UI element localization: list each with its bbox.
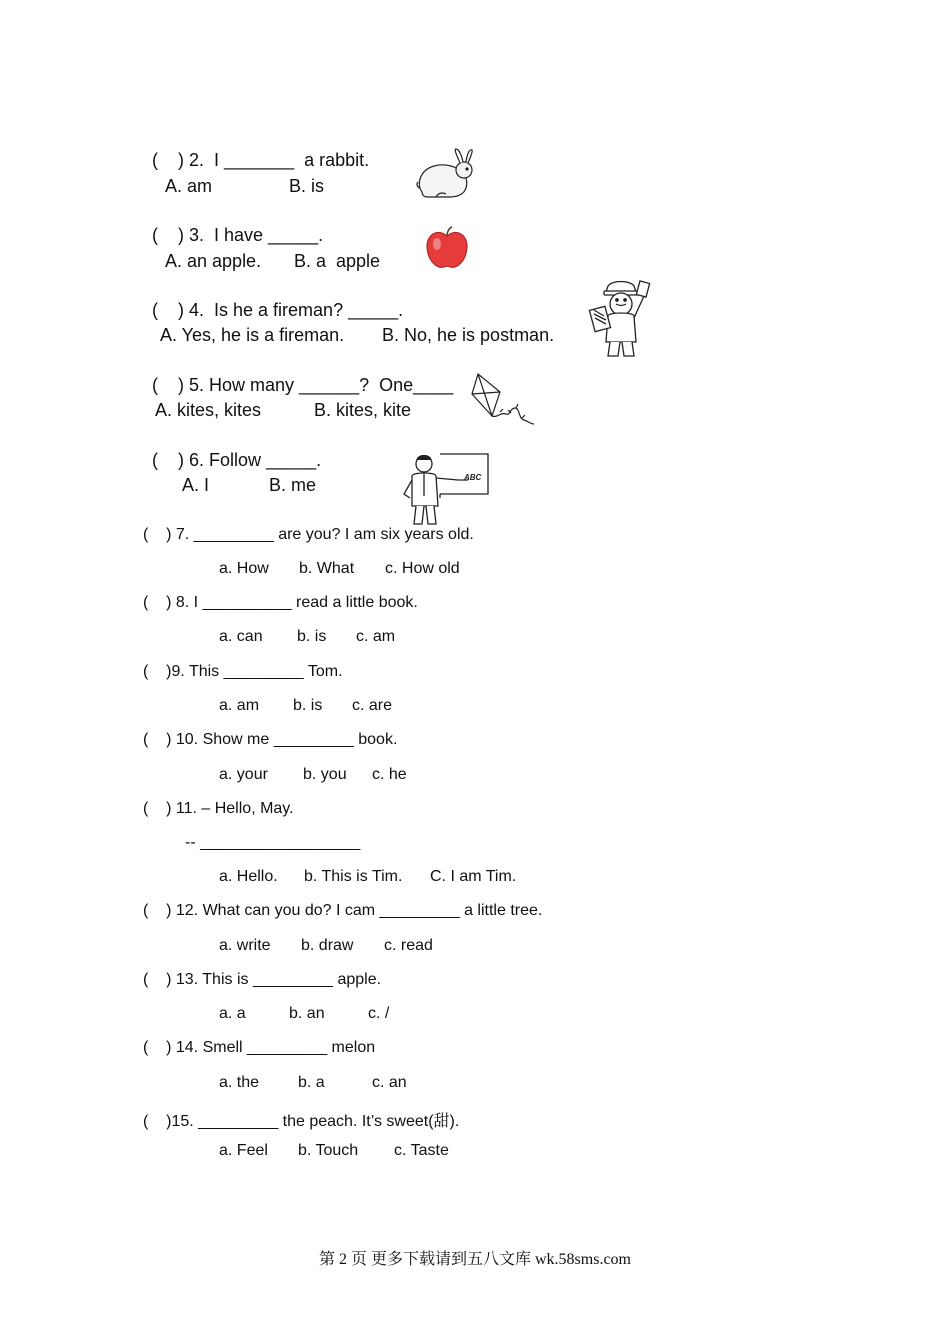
question-15-option-c: c. Taste: [394, 1142, 449, 1159]
question-7-stem: ( ) 7. _________ are you? I am six years old.: [143, 526, 474, 543]
question-11-option-a: a. Hello.: [219, 868, 278, 885]
question-6-option-b: B. me: [269, 475, 317, 495]
teacher-icon: [398, 450, 490, 526]
question-13-option-b: b. an: [289, 1005, 325, 1022]
question-4-option-b: B. No, he is postman.: [382, 325, 555, 345]
question-10-option-b: b. you: [303, 766, 347, 783]
question-6-option-a: A. I: [182, 475, 210, 495]
question-11-option-c: C. I am Tim.: [430, 868, 517, 885]
rabbit-icon: [414, 148, 478, 200]
question-8-stem: ( ) 8. I __________ read a little book.: [143, 594, 418, 611]
question-5-stem: ( ) 5. How many ______? One____: [152, 375, 454, 395]
question-14-option-b: b. a: [298, 1074, 325, 1091]
postman-icon: [586, 278, 656, 360]
question-12-option-b: b. draw: [301, 937, 354, 954]
question-11-stem: ( ) 11. – Hello, May.: [143, 800, 294, 817]
question-10-option-c: c. he: [372, 766, 407, 783]
question-10-option-a: a. your: [219, 766, 268, 783]
question-3-option-b: B. a apple: [294, 251, 381, 271]
question-11-reply-blank: -- __________________: [185, 834, 361, 851]
question-12-option-a: a. write: [219, 937, 271, 954]
question-12-option-c: c. read: [384, 937, 433, 954]
question-4-option-a: A. Yes, he is a fireman.: [160, 325, 345, 345]
question-11-option-b: b. This is Tim.: [304, 868, 403, 885]
question-14-option-a: a. the: [219, 1074, 260, 1091]
question-15-option-a: a. Feel: [219, 1142, 268, 1159]
question-5-option-a: A. kites, kites: [155, 400, 262, 420]
question-2-option-b: B. is: [289, 176, 325, 196]
question-8-option-a: a. can: [219, 628, 263, 645]
question-9-option-a: a. am: [219, 697, 260, 714]
question-10-stem: ( ) 10. Show me _________ book.: [143, 731, 398, 748]
question-5-option-b: B. kites, kite: [314, 400, 412, 420]
question-13-option-c: c. /: [368, 1005, 390, 1022]
question-14-option-c: c. an: [372, 1074, 407, 1091]
question-14-stem: ( ) 14. Smell _________ melon: [143, 1039, 376, 1056]
page-footer: 第 2 页 更多下载请到五八文库 wk.58sms.com: [318, 1251, 631, 1268]
question-13-option-a: a. a: [219, 1005, 246, 1022]
question-3-option-a: A. an apple.: [165, 251, 262, 271]
question-15-option-b: b. Touch: [298, 1142, 359, 1159]
question-12-stem: ( ) 12. What can you do? I cam _________ a little tree.: [143, 902, 543, 919]
question-9-option-c: c. are: [352, 697, 393, 714]
question-2-option-a: A. am: [165, 176, 213, 196]
question-8-option-c: c. am: [356, 628, 396, 645]
abc-board-text: ABC: [464, 473, 482, 482]
question-9-option-b: b. is: [293, 697, 323, 714]
question-7-option-c: c. How old: [385, 560, 460, 577]
question-4-stem: ( ) 4. Is he a fireman? _____.: [152, 300, 404, 320]
question-7-option-b: b. What: [299, 560, 355, 577]
question-7-option-a: a. How: [219, 560, 269, 577]
question-2-stem: ( ) 2. I _______ a rabbit.: [152, 150, 370, 170]
question-13-stem: ( ) 13. This is _________ apple.: [143, 971, 382, 988]
apple-icon: [424, 226, 470, 270]
question-3-stem: ( ) 3. I have _____.: [152, 225, 324, 245]
question-6-stem: ( ) 6. Follow _____.: [152, 450, 322, 470]
question-8-option-b: b. is: [297, 628, 327, 645]
kite-icon: [470, 372, 536, 430]
question-9-stem: ( )9. This _________ Tom.: [143, 663, 343, 680]
question-15-stem: ( )15. _________ the peach. It’s sweet(甜).: [143, 1113, 460, 1130]
